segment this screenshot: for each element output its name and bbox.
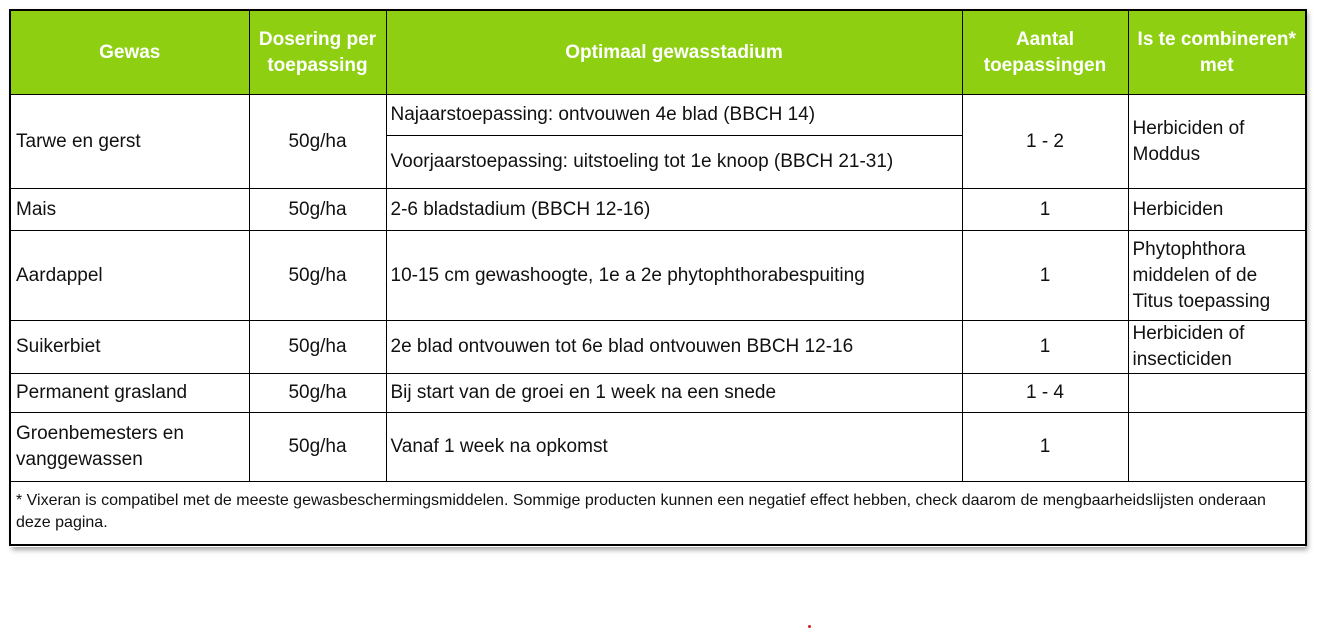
cell-gewas: Suikerbiet [10, 321, 249, 374]
cell-gewas: Aardappel [10, 231, 249, 321]
header-gewas: Gewas [10, 10, 249, 95]
cell-stadium: 10-15 cm gewashoogte, 1e a 2e phytophthorabespuiting [386, 231, 962, 321]
cell-gewas: Groenbemesters en vanggewassen [10, 413, 249, 482]
cell-stadium: Najaarstoepassing: ontvouwen 4e blad (BBCH 14) [386, 95, 962, 136]
cell-dosering: 50g/ha [249, 374, 386, 413]
cell-aantal: 1 - 4 [962, 374, 1128, 413]
header-dosering: Dosering per toepassing [249, 10, 386, 95]
cell-aantal: 1 [962, 413, 1128, 482]
cell-dosering: 50g/ha [249, 189, 386, 231]
cell-aantal: 1 [962, 231, 1128, 321]
cell-stadium: Vanaf 1 week na opkomst [386, 413, 962, 482]
cell-combineren [1128, 374, 1306, 413]
header-combineren: Is te combineren* met [1128, 10, 1306, 95]
cell-stadium: 2e blad ontvouwen tot 6e blad ontvouwen BBCH 12-16 [386, 321, 962, 374]
cell-gewas: Mais [10, 189, 249, 231]
table-row [10, 413, 1306, 482]
cell-gewas: Tarwe en gerst [10, 95, 249, 189]
cell-combineren [1128, 413, 1306, 482]
cell-stadium: Bij start van de groei en 1 week na een snede [386, 374, 962, 413]
table-row [10, 321, 1306, 374]
cell-combineren: Herbiciden of Moddus [1128, 95, 1306, 189]
table-row [10, 374, 1306, 413]
cell-dosering: 50g/ha [249, 231, 386, 321]
table-row [10, 231, 1306, 321]
cell-combineren: Herbiciden of insecticiden [1128, 321, 1306, 374]
header-aantal: Aantal toepassingen [962, 10, 1128, 95]
footnote: * Vixeran is compatibel met de meeste gewasbeschermingsmiddelen. Sommige producten kunnen een negatief effect hebben, check daarom de mengbaarheidslijsten onderaan deze pagina. [10, 482, 1306, 546]
table-frame [9, 9, 1305, 547]
header-stadium: Optimaal gewasstadium [386, 10, 962, 95]
cell-aantal: 1 [962, 189, 1128, 231]
cell-aantal: 1 - 2 [962, 95, 1128, 189]
cell-dosering: 50g/ha [249, 95, 386, 189]
table-row [10, 189, 1306, 231]
cell-gewas: Permanent grasland [10, 374, 249, 413]
cell-dosering: 50g/ha [249, 413, 386, 482]
red-dot-mark [808, 625, 811, 628]
cell-stadium: 2-6 bladstadium (BBCH 12-16) [386, 189, 962, 231]
cell-aantal: 1 [962, 321, 1128, 374]
cell-combineren: Herbiciden [1128, 189, 1306, 231]
header-row [10, 10, 1306, 95]
cell-dosering: 50g/ha [249, 321, 386, 374]
footnote-row [10, 482, 1306, 546]
table-row [10, 95, 1306, 136]
application-table [9, 9, 1307, 546]
cell-stadium: Voorjaarstoepassing: uitstoeling tot 1e knoop (BBCH 21-31) [386, 136, 962, 189]
cell-combineren: Phytophthora middelen of de Titus toepassing [1128, 231, 1306, 321]
